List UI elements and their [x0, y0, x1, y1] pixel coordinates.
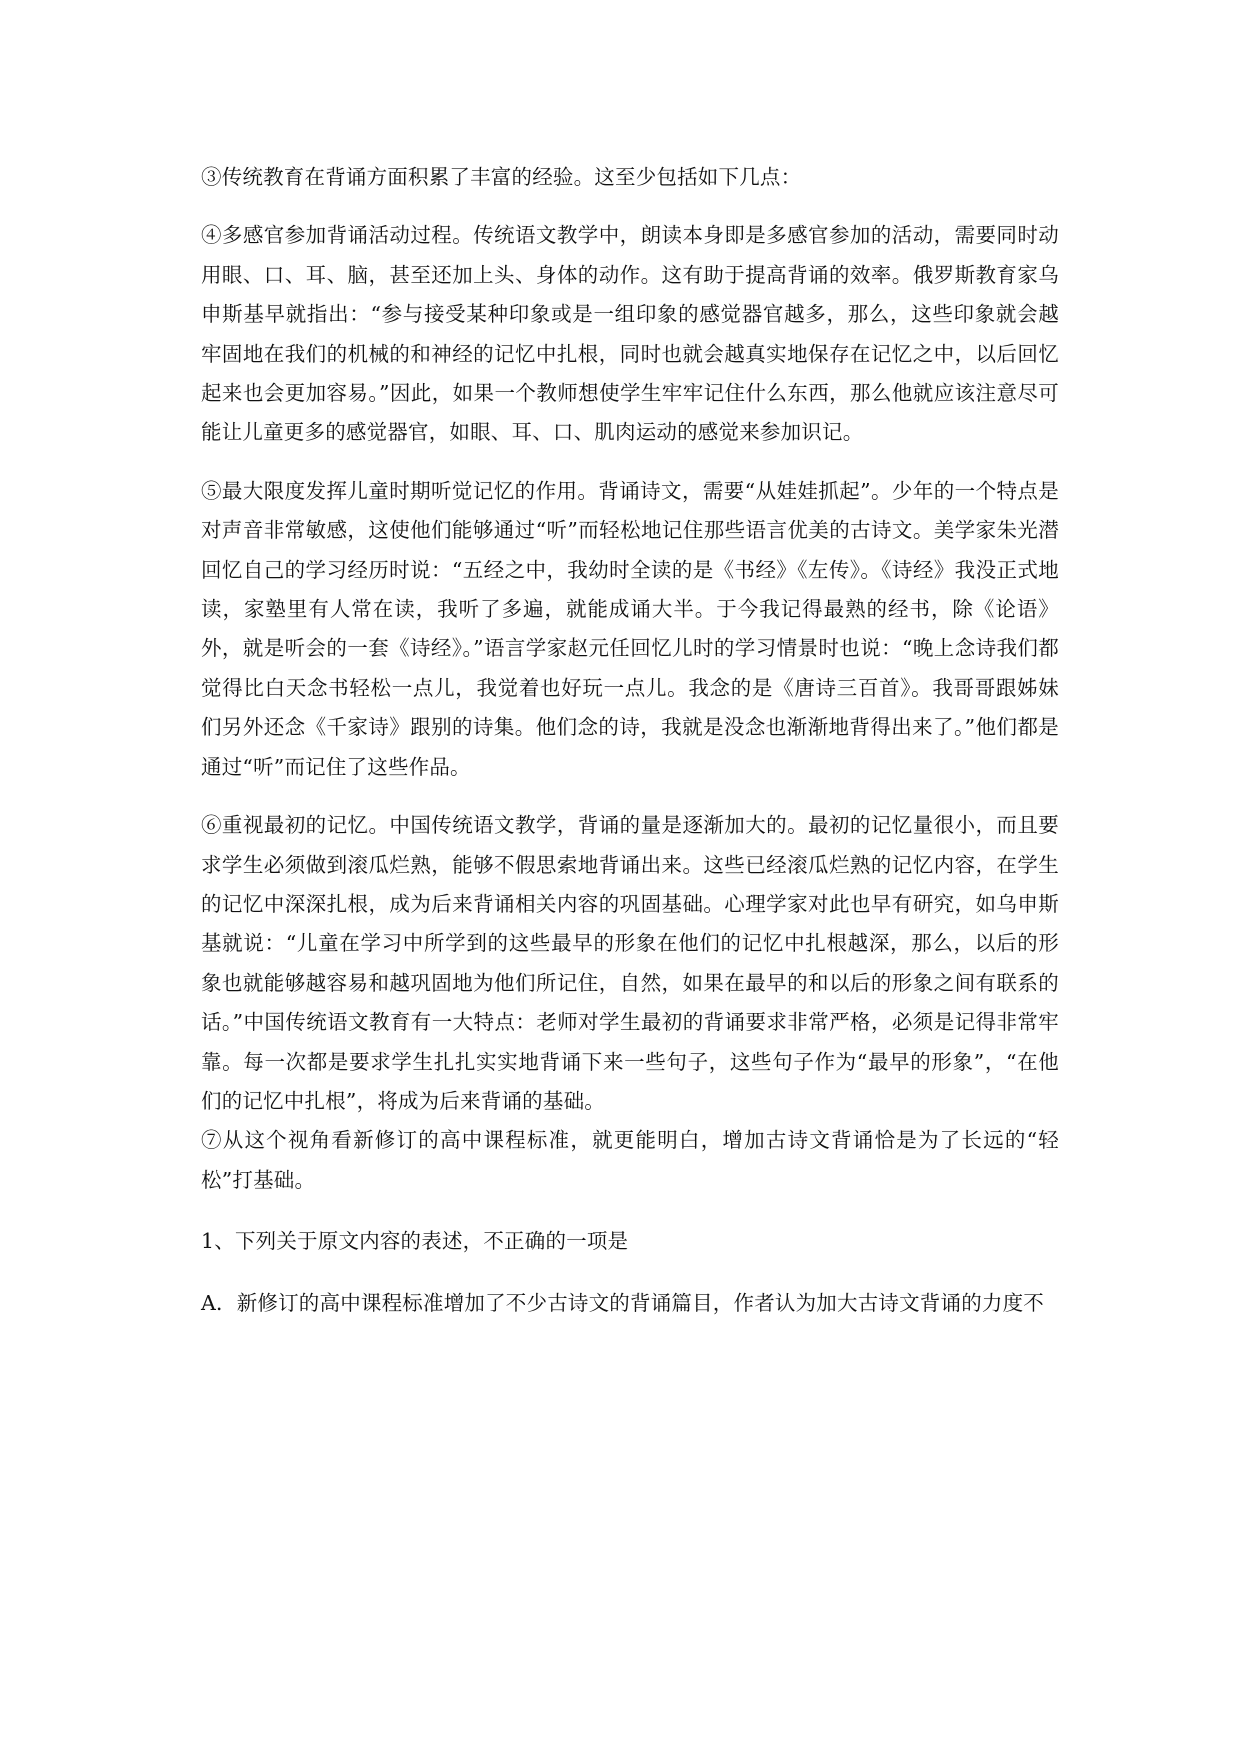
paragraph-5: ⑤最大限度发挥儿童时期听觉记忆的作用。背诵诗文，需要“从娃娃抓起”。少年的一个特点是对声音非常敏感，这使他们能够通过“听”而轻松地记住那些语言优美的古诗文。美学家朱光潜回忆自己的学习经历时说：“五经之中，我幼时全读的是《书经》《左传》。《诗经》我没正式地读，家塾里有人常在读，我听了多遍，就能成诵大半。于今我记得最熟的经书，除《论语》外，就是听会的一套《诗经》。”语言学家赵元任回忆儿时的学习情景时也说：“晚上念诗我们都觉得比白天念书轻松一点儿，我觉着也好玩一点儿。我念的是《唐诗三百首》。我哥哥跟姊妹们另外还念《千家诗》跟别的诗集。他们念的诗，我就是没念也渐渐地背得出来了。”他们都是通过“听”而记住了这些作品。 — [201, 478, 1059, 779]
paragraph-7: ⑦从这个视角看新修订的高中课程标准，就更能明白，增加古诗文背诵恰是为了长远的“轻松”打基础。 — [201, 1128, 1059, 1192]
option-a: A．新修订的高中课程标准增加了不少古诗文的背诵篇目，作者认为加大古诗文背诵的力度不 — [201, 1290, 1045, 1315]
paragraph-4: ④多感官参加背诵活动过程。传统语文教学中，朗读本身即是多感官参加的活动，需要同时动用眼、口、耳、脑，甚至还加上头、身体的动作。这有助于提高背诵的效率。俄罗斯教育家乌申斯基早就指出：“参与接受某种印象或是一组印象的感觉器官越多，那么，这些印象就会越牢固地在我们的机械的和神经的记忆中扎根，同时也就会越真实地保存在记忆之中，以后回忆起来也会更加容易。”因此，如果一个教师想使学生牢牢记住什么东西，那么他就应该注意尽可能让儿童更多的感觉器官，如眼、耳、口、肌肉运动的感觉来参加识记。 — [201, 223, 1059, 445]
paragraph-6: ⑥重视最初的记忆。中国传统语文教学，背诵的量是逐渐加大的。最初的记忆量很小，而且要求学生必须做到滚瓜烂熟，能够不假思索地背诵出来。这些已经滚瓜烂熟的记忆内容，在学生的记忆中深深扎根，成为后来背诵相关内容的巩固基础。心理学家对此也早有研究，如乌申斯基就说：“儿童在学习中所学到的这些最早的形象在他们的记忆中扎根越深，那么，以后的形象也就能够越容易和越巩固地为他们所记住，自然，如果在最早的和以后的形象之间有联系的话。”中国传统语文教育有一大特点：老师对学生最初的背诵要求非常严格，必须是记得非常牢靠。每一次都是要求学生扎扎实实地背诵下来一些句子，这些句子作为“最早的形象”，“在他们的记忆中扎根”，将成为后来背诵的基础。 — [201, 813, 1059, 1113]
question-1: 1、下列关于原文内容的表述，不正确的一项是 — [201, 1229, 629, 1254]
document-body — [201, 158, 1059, 1323]
paragraph-3: ③传统教育在背诵方面积累了丰富的经验。这至少包括如下几点： — [201, 165, 802, 189]
